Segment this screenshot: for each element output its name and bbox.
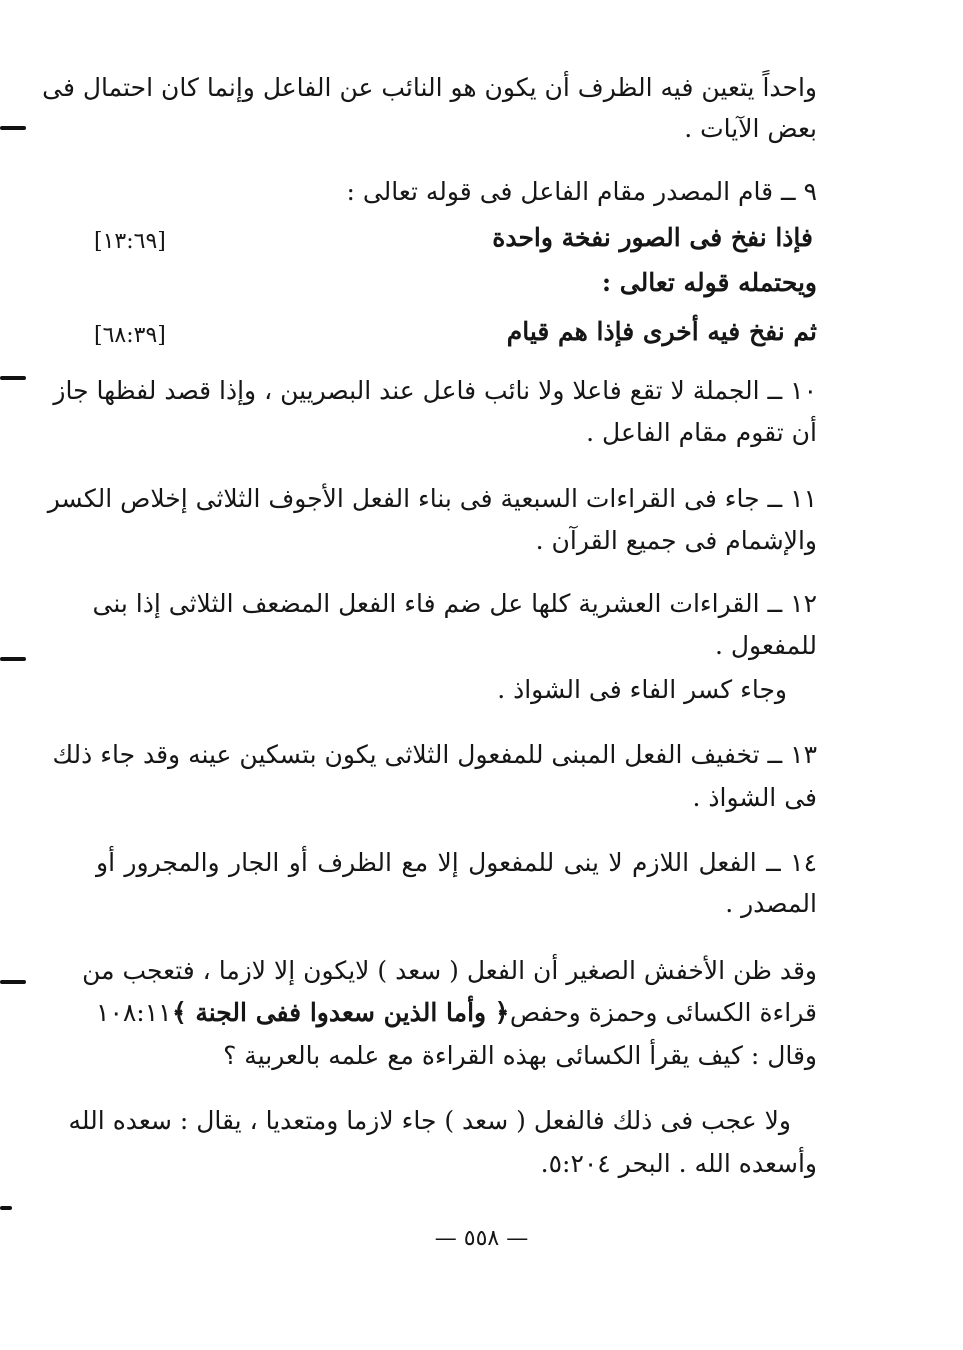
page-number: — ٥٥٨ —	[434, 1226, 529, 1251]
verse-reference: [١٣:٦٩]	[94, 229, 166, 254]
paragraph-akhfash: وقد ظن الأخفش الصغير أن الفعل ( سعد ) لايكون إلا لازما ، فتعجب من	[82, 956, 817, 985]
item-10: ١٠ ــ الجملة لا تقع فاعلا ولا نائب فاعل عند البصريين ، وإذا قصد لفظها جاز	[53, 376, 817, 405]
verse-reference: ١٠٨:١١	[96, 998, 172, 1027]
margin-mark	[0, 376, 26, 380]
text-line: ويحتمله قوله تعالى :	[601, 268, 817, 297]
text-line: فى الشواذ .	[692, 783, 817, 812]
text-line: أن تقوم مقام الفاعل .	[586, 418, 817, 447]
quran-verse: فإذا نفخ فى الصور نفخة واحدة	[492, 223, 813, 252]
item-12: ١٢ ــ القراءات العشرية كلها عل ضم فاء الفعل المضعف الثلاثى إذا بنى	[92, 589, 817, 618]
text-line: وقال : كيف يقرأ الكسائى بهذه القراءة مع علمه بالعربية ؟	[223, 1041, 817, 1070]
item-14: ١٤ ــ الفعل اللازم لا ينى للمفعول إلا مع الظرف أو الجار والمجرور أو	[96, 848, 817, 877]
margin-mark	[0, 1206, 12, 1210]
text-line-verse	[96, 993, 817, 1033]
text-line: وجاء كسر الفاء فى الشواذ .	[497, 675, 787, 704]
quran-verse: ثم نفخ فيه أخرى فإذا هم قيام	[506, 317, 817, 346]
text-line: بعض الآيات .	[684, 114, 817, 143]
item-9-heading: ٩ ــ قام المصدر مقام الفاعل فى قوله تعالى :	[346, 177, 817, 206]
text-line: واحداً يتعين فيه الظرف أن يكون هو النائب عن الفاعل وإنما كان احتمال فى	[42, 73, 817, 102]
text-line: للمفعول .	[714, 631, 817, 660]
margin-mark	[0, 126, 26, 130]
margin-mark	[0, 657, 26, 661]
margin-mark	[0, 980, 26, 984]
verse-reference: [٦٨:٣٩]	[94, 323, 166, 348]
text-line: المصدر .	[725, 889, 817, 918]
text-line: وأسعده الله . البحر ٥:٢٠٤.	[540, 1149, 817, 1178]
paragraph-conclusion: ولا عجب فى ذلك فالفعل ( سعد ) جاء لازما ومتعديا ، يقال : سعده الله	[68, 1106, 791, 1135]
item-13: ١٣ ــ تخفيف الفعل المبنى للمفعول الثلاثى يكون بتسكين عينه وقد جاء ذلك	[52, 740, 817, 769]
item-11: ١١ ــ جاء فى القراءات السبعية فى بناء الفعل الأجوف الثلاثى إخلاص الكسر	[47, 484, 817, 513]
text-fragment: قراءة الكسائى وحمزة وحفص	[509, 998, 817, 1027]
text-line: والإشمام فى جميع القرآن .	[535, 526, 817, 555]
quran-verse: ﴿ وأما الذين سعدوا ففى الجنة ﴾	[171, 998, 510, 1027]
